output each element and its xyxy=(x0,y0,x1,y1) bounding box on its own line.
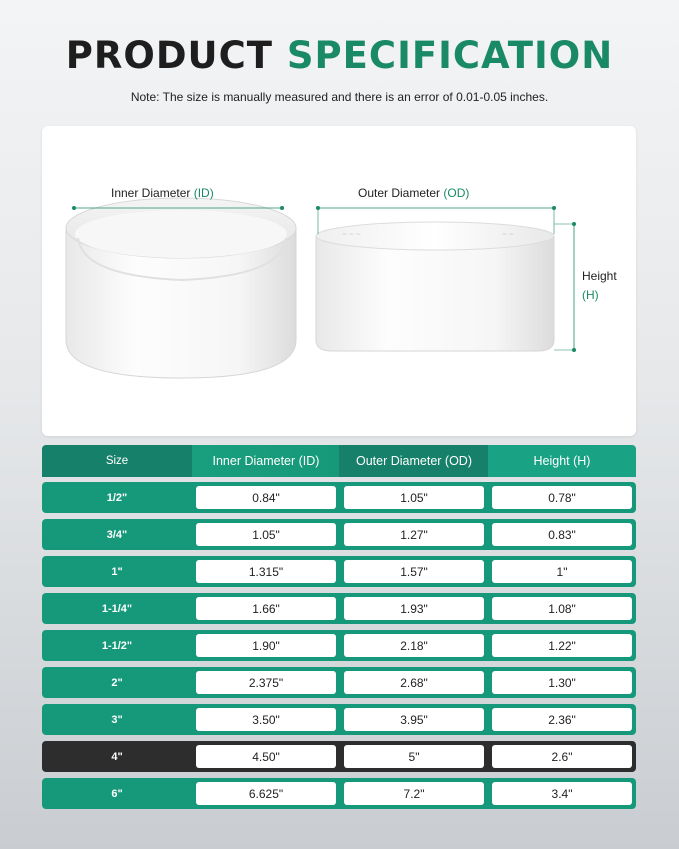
cell-height: 2.36" xyxy=(492,708,632,731)
cell-height: 1.30" xyxy=(492,671,632,694)
height-label: Height xyxy=(582,269,617,283)
cell-inner-diameter: 1.315" xyxy=(196,560,336,583)
table-row-highlighted xyxy=(42,741,636,772)
cell-size: 6" xyxy=(111,787,123,800)
cell-height: 1.08" xyxy=(492,597,632,620)
spec-table xyxy=(42,445,636,815)
outer-diameter-label: Outer Diameter (OD) xyxy=(358,186,470,200)
inner-diameter-label: Inner Diameter (ID) xyxy=(111,186,214,200)
measurement-note: Note: The size is manually measured and there is an error of 0.01-0.05 inches. xyxy=(130,90,549,104)
table-row xyxy=(42,519,636,550)
cell-inner-diameter: 1.90" xyxy=(196,634,336,657)
cell-size: 1" xyxy=(111,565,123,578)
table-row xyxy=(42,593,636,624)
cell-outer-diameter: 2.18" xyxy=(344,634,484,657)
table-row xyxy=(42,778,636,809)
cell-height: 1" xyxy=(492,560,632,583)
cell-outer-diameter: 2.68" xyxy=(344,671,484,694)
cell-inner-diameter: 2.375" xyxy=(196,671,336,694)
header-size: Size xyxy=(105,455,129,467)
cell-inner-diameter: 3.50" xyxy=(196,708,336,731)
cell-inner-diameter: 4.50" xyxy=(196,745,336,768)
cell-outer-diameter: 5" xyxy=(344,745,484,768)
cell-height: 0.78" xyxy=(492,486,632,509)
table-row xyxy=(42,556,636,587)
header-outer-diameter: Outer Diameter (OD) xyxy=(356,454,472,468)
open-cap-image xyxy=(66,198,296,378)
cell-size: 1-1/4" xyxy=(101,602,133,615)
table-header-row xyxy=(42,445,636,477)
svg-text:~ ~ ~: ~ ~ ~ xyxy=(342,231,361,238)
table-row xyxy=(42,630,636,661)
cell-outer-diameter: 1.93" xyxy=(344,597,484,620)
table-row xyxy=(42,482,636,513)
cell-outer-diameter: 3.95" xyxy=(344,708,484,731)
cell-size: 1/2" xyxy=(106,491,128,504)
cell-size: 1-1/2" xyxy=(101,639,133,652)
cell-outer-diameter: 7.2" xyxy=(344,782,484,805)
cell-size: 3/4" xyxy=(106,528,128,541)
title-part2: SPECIFICATION xyxy=(286,34,614,77)
cell-size: 4" xyxy=(111,750,123,763)
svg-text:~ ~: ~ ~ xyxy=(502,231,514,238)
product-photo-card xyxy=(42,126,636,436)
closed-cap-image xyxy=(316,222,554,351)
page-title xyxy=(0,34,679,77)
cell-inner-diameter: 6.625" xyxy=(196,782,336,805)
cell-size: 3" xyxy=(111,713,123,726)
header-inner-diameter: Inner Diameter (ID) xyxy=(212,454,320,468)
cell-outer-diameter: 1.05" xyxy=(344,486,484,509)
cell-inner-diameter: 1.05" xyxy=(196,523,336,546)
cell-height: 0.83" xyxy=(492,523,632,546)
cell-height: 1.22" xyxy=(492,634,632,657)
cell-outer-diameter: 1.57" xyxy=(344,560,484,583)
pipe-cap-illustration xyxy=(42,126,636,436)
cell-outer-diameter: 1.27" xyxy=(344,523,484,546)
cell-size: 2" xyxy=(111,676,123,689)
height-abbr: (H) xyxy=(582,288,599,302)
table-row xyxy=(42,667,636,698)
table-row xyxy=(42,704,636,735)
header-height: Height (H) xyxy=(533,454,591,468)
cell-height: 3.4" xyxy=(492,782,632,805)
height-measure-line xyxy=(554,222,576,352)
cell-height: 2.6" xyxy=(492,745,632,768)
cell-inner-diameter: 1.66" xyxy=(196,597,336,620)
cell-inner-diameter: 0.84" xyxy=(196,486,336,509)
title-part1: PRODUCT xyxy=(65,34,273,77)
